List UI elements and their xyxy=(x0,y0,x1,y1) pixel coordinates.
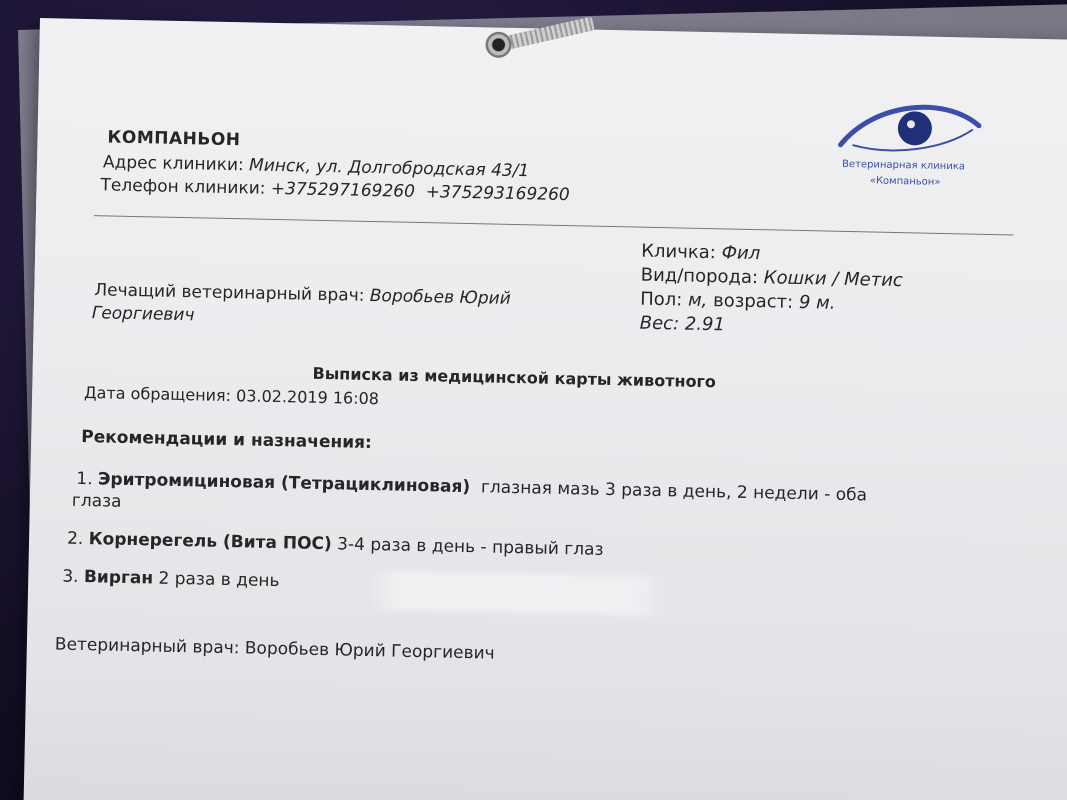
document-title: Выписка из медицинской карты животного xyxy=(312,363,717,392)
clinic-logo xyxy=(831,93,983,206)
recommendation-instructions: 2 раза в день xyxy=(158,568,280,592)
footer-doctor: Ветеринарный врач: Воробьев Юрий Георгиевич xyxy=(54,634,495,664)
recommendation-number: 1. xyxy=(76,468,93,490)
recommendation-instructions: 3-4 раза в день - правый глаз xyxy=(336,534,604,560)
recommendations-heading: Рекомендации и назначения: xyxy=(81,426,373,454)
pet-name-label: Кличка: xyxy=(641,240,717,264)
recommendation-number: 3. xyxy=(62,566,79,587)
pet-weight xyxy=(640,313,726,336)
pet-sex-value: м, xyxy=(687,289,708,312)
pet-weight-value: 2.91 xyxy=(684,313,726,336)
recommendation-3 xyxy=(62,567,280,592)
attending-doctor-label: Лечащий ветеринарный врач: xyxy=(94,280,365,306)
recommendation-1-cont: глаза xyxy=(71,490,122,512)
visit-date-label: Дата обращения: xyxy=(83,383,232,406)
redacted-area xyxy=(368,570,669,616)
clinic-phone-label: Телефон клиники: xyxy=(100,175,266,199)
pet-name xyxy=(641,241,760,264)
recommendation-drug: Корнерегель (Вита ПОС) xyxy=(88,529,332,555)
recommendation-number: 2. xyxy=(66,528,84,550)
clinic-phone-value: +375297169260 +375293169260 xyxy=(270,178,570,206)
recommendation-1 xyxy=(76,469,867,506)
header-divider xyxy=(94,215,1014,235)
clinic-address-value: Минск, ул. Долгобродская 43/1 xyxy=(248,155,530,182)
pet-name-value: Фил xyxy=(721,242,761,265)
medical-record-sheet xyxy=(23,18,1067,800)
recommendation-drug: Эритромициновая (Тетрациклиновая) xyxy=(97,469,471,498)
pet-sex-label: Пол: xyxy=(640,288,683,311)
clinic-name: КОМПАНЬОН xyxy=(107,127,241,151)
pet-species-value: Кошки / Метис xyxy=(763,267,904,292)
visit-date-value: 03.02.2019 16:08 xyxy=(235,386,380,409)
recommendation-2 xyxy=(67,529,604,560)
attending-doctor-name-2: Георгиевич xyxy=(91,303,195,326)
eye-logo-icon xyxy=(832,93,983,166)
pet-species xyxy=(641,265,903,291)
pet-weight-label: Вес: xyxy=(639,312,680,335)
pet-age-label: возраст: xyxy=(712,290,794,313)
logo-line-2: «Компаньон» xyxy=(869,175,941,188)
recommendation-drug: Вирган xyxy=(83,567,154,589)
pet-sex-age xyxy=(640,289,836,314)
pet-age-value: 9 м. xyxy=(798,291,836,314)
logo-line-1: Ветеринарная клиника xyxy=(841,158,966,173)
attending-doctor-name-1: Воробьев Юрий xyxy=(369,285,511,309)
pet-species-label: Вид/порода: xyxy=(640,264,759,289)
clinic-address-label: Адрес клиники: xyxy=(102,152,244,176)
recommendation-instructions: глазная мазь 3 раза в день, 2 недели - оба xyxy=(480,477,868,506)
visit-date xyxy=(84,383,379,408)
